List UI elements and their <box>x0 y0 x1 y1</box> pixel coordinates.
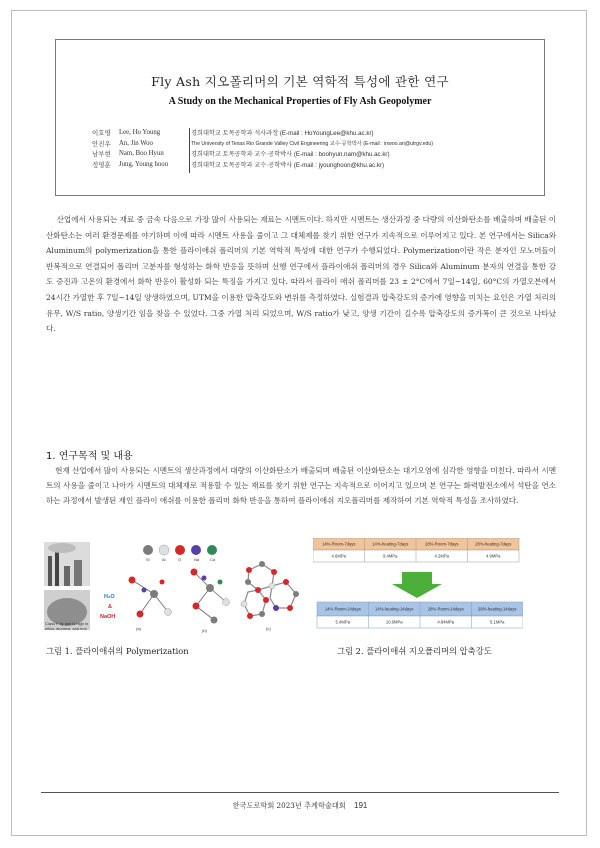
title-box <box>55 39 545 196</box>
author-name-en: Nam, Boo Hyun <box>119 150 164 158</box>
panel-c-label: (c) <box>266 626 271 631</box>
author-list <box>92 127 512 170</box>
table-value-cell: 9.4MPa <box>383 553 398 559</box>
top-table <box>313 538 519 562</box>
table-header-cell: 14%-heating-14days <box>375 606 414 612</box>
smokestack-icon <box>64 566 70 586</box>
section-heading: 1. 연구목적 및 내용 <box>46 451 133 462</box>
page-number: 191 <box>354 801 368 810</box>
legend-o: O <box>178 557 182 562</box>
author-name-ko: 남부현 <box>92 150 111 159</box>
table-header-cell: 28%-Room-7days <box>424 541 459 547</box>
fly-ash-label-line1: Class F fly ash is high in <box>45 621 89 626</box>
table-value-cell: 4.9MPa <box>486 553 501 559</box>
silicon-sphere-icon <box>143 545 153 555</box>
table-value-cell: 4.2MPa <box>434 553 449 559</box>
figure-1-polymerization <box>44 542 302 638</box>
legend-al: Al <box>162 557 166 562</box>
molecule-a-diagram <box>129 577 172 618</box>
figure-1-caption: 그림 1. 플라이애쉬의 Polymerization <box>46 646 189 656</box>
panel-a-label: (a) <box>136 626 141 631</box>
bottom-table <box>317 602 523 628</box>
paper-title-english: A Study on the Mechanical Properties of Fly Ash Geopolymer <box>168 96 432 107</box>
author-affiliation: 경희대학교 토목공학과 석사과정 (E-mail : HoYoungLee@khu.ac.kr) <box>191 129 374 137</box>
molecule-b-diagram <box>191 569 230 624</box>
down-arrow-icon <box>392 572 442 598</box>
author-affiliation: 경희대학교 토목공학과 교수·공학박사 (E-mail : jyounghoon@khu.ac.kr) <box>191 162 385 170</box>
table-value-cell: 4.6MPa <box>331 553 346 559</box>
polymer-network-diagram <box>241 561 299 619</box>
smoke-icon <box>48 543 76 553</box>
author-row <box>92 159 512 170</box>
author-row <box>92 138 512 149</box>
smokestack-icon <box>48 556 52 586</box>
page-footer <box>0 801 600 811</box>
legend-ca: Ca <box>210 557 216 562</box>
panel-b-label: (b) <box>202 628 207 633</box>
author-name-ko: 안진우 <box>92 139 111 148</box>
smokestack-icon <box>55 550 59 586</box>
figure-2-compressive-strength <box>313 538 523 640</box>
figure-2-caption: 그림 2. 플라이애쉬 지오폴리머의 압축강도 <box>337 646 492 656</box>
naoh-label: NaOH <box>100 614 116 620</box>
fly-ash-label-line2: silica, alumina, and iron <box>45 626 87 631</box>
table-header-cell: 28%-heating-7days <box>475 541 512 547</box>
h2o-label: H₂O <box>104 594 115 600</box>
author-row <box>92 149 512 160</box>
table-header-cell: 28%-heating-14days <box>478 606 517 612</box>
table-header-cell: 14%-Room-7days <box>321 541 356 547</box>
table-value-cell: 5.4MPa <box>335 619 350 625</box>
author-row <box>92 127 512 138</box>
sodium-sphere-icon <box>191 545 201 555</box>
table-header-cell: 28%-Room-14days <box>427 606 464 612</box>
oxygen-sphere-icon <box>175 545 185 555</box>
table-header-cell: 14%-heating-7days <box>372 541 409 547</box>
table-value-cell: 4.84MPa <box>437 619 455 625</box>
author-affiliation: 경희대학교 토목공학과 교수·공학박사 (E-mail : boohyun.nam@khu.ac.kr) <box>191 151 390 159</box>
author-name-ko: 이호영 <box>92 128 111 137</box>
footer-divider <box>41 792 559 793</box>
abstract-paragraph: 산업에서 사용되는 재료 중 금속 다음으로 가장 많이 사용되는 재료는 시멘트이다. 하지만 시멘트는 생산과정 중 다량의 이산화탄소를 배출하며 배출된 이산화탄소는 여러 환경문제를 야기하며 이에 따라 시멘트 사용을 줄이고 그 대체제를 찾기 위한 연구가 지속적으로 이루어지고 있다. 본 연구에서는 Silica와 Aluminum의 polymerization을 통한 플라이애쉬 폴리머의 기본 역학적 특성에 대한 연구가 수행되었다. Polymerization이란 작은 분자인 모노머들이 반복적으로 연결되어 폴리머 고분자를 형성하는 화학 반응을 뜻하며 선행 연구에서 플라이애쉬 폴리머의 경우 Silica와 Aluminum 분자의 연결을 통한 강도 증진과 고온의 환경에서 화학 반응이 활성화 되는 특징을 가지고 있다. 따라서 플라이 애쉬 폴리머를 23 ± 2°C에서 7일~14일, 60°C의 가열오븐에서 24시간 가열한 후 7일~14일 양생하였으며, UTM을 이용한 압축강도와 변위를 측정하였다. 실험결과 압축강도의 증가에 영향을 미치는 요인은 가열 처리의 유무, W/S ratio, 양생기간 임을 찾을 수 있었다. 그중 가열 처리 되었으며, W/S ratio가 낮고, 양생 기간이 길수록 압축강도의 증가폭이 큰 것으로 나타났다. <box>46 215 556 334</box>
section-body: 현재 산업에서 많이 사용되는 시멘트의 생산과정에서 대량의 이산화탄소가 배출되며 배출된 이산화탄소는 대기오염에 심각한 영향을 미친다. 따라서 시멘트의 사용을 줄이고 나아가 시멘트의 대체재로 적용할 수 있는 재료를 찾기 위한 연구는 지속적으로 이어지고 있으며 본 연구는 화력발전소에서 석탄을 연소하는 과정에서 발생된 재인 플라이 애쉬를 이용한 폴리머 화학 반응을 통하여 플라이애쉬 지오폴리머를 제작하여 기본 역학적 특성을 조사하였다. <box>46 466 556 506</box>
and-symbol: & <box>108 604 112 610</box>
legend-na: Na <box>194 557 200 562</box>
table-header-cell: 14%-Room-14days <box>324 606 361 612</box>
calcium-sphere-icon <box>207 545 217 555</box>
legend-si: Si <box>146 557 150 562</box>
paper-title-korean: Fly Ash 지오폴리머의 기본 역학적 특성에 관한 연구 <box>151 74 449 89</box>
aluminum-sphere-icon <box>159 545 169 555</box>
cooling-tower-icon <box>74 560 82 586</box>
author-affiliation: The University of Texas Rio Grande Valley Civil Engineering 교수·공학박사 (E-mail : inwoo.an@utrgv.edu) <box>191 141 434 148</box>
author-name-en: An, Jin Woo <box>119 139 153 147</box>
author-name-ko: 정영훈 <box>92 161 111 170</box>
author-name-en: Jung, Young hoon <box>119 161 169 169</box>
author-name-en: Lee, Ho Young <box>119 128 161 136</box>
table-value-cell: 10.6MPa <box>385 619 403 625</box>
table-value-cell: 5.1MPa <box>490 619 505 625</box>
conference-name: 한국도로학회 2023년 추계학술대회 <box>232 801 346 810</box>
